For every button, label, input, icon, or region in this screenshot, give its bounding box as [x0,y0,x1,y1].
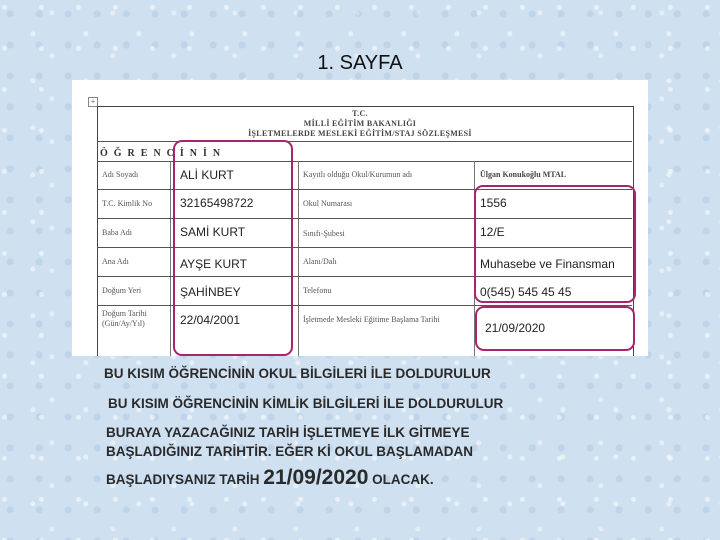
note-text: BAŞLADIYSANIZ TARİH [106,472,260,487]
birthdate-value: 22/04/2001 [180,313,241,327]
field-value: Muhasebe ve Finansman [480,257,615,271]
row-label: Doğum Yeri [102,286,142,295]
row-label: İşletmede Mesleki Eğitime Başlama Tarihi [303,315,440,324]
school-number-value: 1556 [480,196,507,210]
note-date-line-1: BURAYA YAZACAĞINIZ TARİH İŞLETMEYE İLK GİTMEYE [106,425,470,440]
doc-header-line-3: İŞLETMELERDE MESLEKİ EĞİTİM/STAJ SÖZLEŞMESİ [248,129,472,138]
row-label: T.C. Kimlik No [102,199,153,208]
phone-value: 0(545) 545 45 45 [480,285,572,299]
student-name-value: ALİ KURT [180,168,234,182]
row-label: Alanı/Dalı [303,257,337,266]
note-school-info: BU KISIM ÖĞRENCİNİN OKUL BİLGİLERİ İLE DOLDURULUR [104,366,491,381]
note-identity-info: BU KISIM ÖĞRENCİNİN KİMLİK BİLGİLERİ İLE DOLDURULUR [108,396,504,411]
slide-title: 1. SAYFA [317,52,403,74]
row-label: Ana Adı [102,257,129,266]
birthplace-value: ŞAHİNBEY [180,285,241,299]
column-separator [170,161,171,356]
identity-highlight [173,140,293,356]
school-name-value: Ülgan Konukoğlu MTAL [480,170,567,179]
start-date-highlight [475,306,635,351]
tc-id-value: 32165498722 [180,196,254,210]
column-separator [298,161,299,356]
row-label: Baba Adı [102,228,132,237]
father-name-value: SAMİ KURT [180,225,246,239]
note-date-line-2: BAŞLADIĞINIZ TARİHTİR. EĞER Kİ OKUL BAŞLAMADAN [106,444,473,459]
note-date: 21/09/2020 [263,466,369,489]
expand-icon[interactable]: + [88,97,98,107]
note-text: OLACAK. [372,472,434,487]
note-date-line-3 [106,466,434,490]
contract-document [72,80,648,356]
doc-header-line-2: MİLLİ EĞİTİM BAKANLIĞI [303,119,417,128]
row-label: Kayıtlı olduğu Okul/Kurumun adı [303,170,413,179]
doc-header-line-1: T.C. [352,109,368,118]
school-info-highlight [474,185,636,303]
row-label: Doğum Tarihi (Gün/Ay/Yıl) [102,309,147,328]
row-label: Okul Numarası [303,199,353,208]
row-label: Telefonu [303,286,332,295]
row-label: Adı Soyadı [102,170,139,179]
mother-name-value: AYŞE KURT [180,257,247,271]
start-date-value: 21/09/2020 [485,321,546,335]
row-label: Sınıfı-Şubesi [303,229,345,238]
section-heading: ÖĞRENCİNİN [100,148,227,159]
class-value: 12/E [480,225,505,239]
